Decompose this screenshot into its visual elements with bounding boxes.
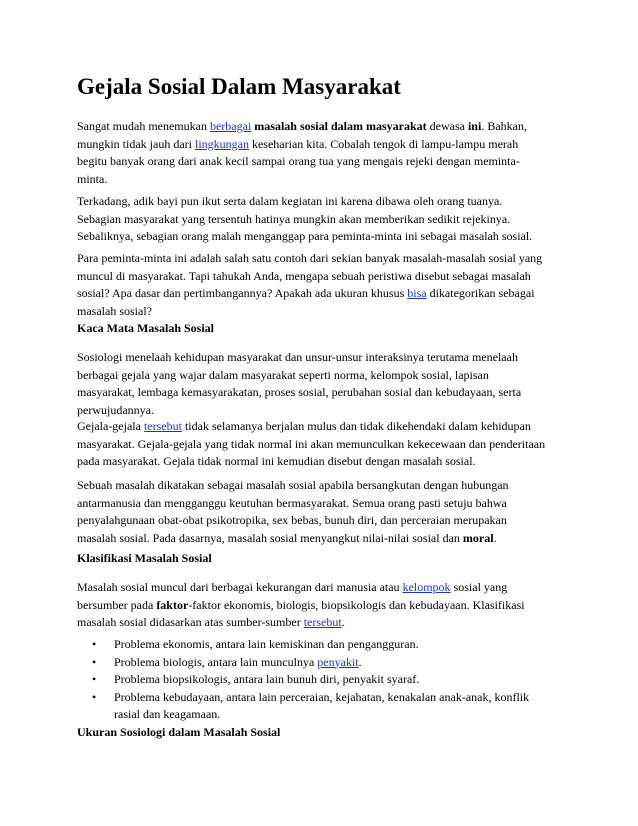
bullet-icon: • [92, 672, 97, 686]
text: berbagai gejala yang wajar dalam masyarakat seperti norma, kelompok sosial, lapisan [77, 367, 489, 382]
list-item [77, 636, 567, 654]
paragraph-5 [77, 418, 561, 471]
text: masyarakat, lembaga kemasyarakatan, proses sosial, perubahan sosial dan kebudayaan, serta [77, 385, 522, 399]
text: Para peminta-minta ini adalah salah satu contoh dari sekian banyak masalah-masalah sosial yang [77, 251, 543, 265]
text: . Bahkan, [481, 119, 527, 133]
bold-text: ini [467, 119, 482, 133]
text: masalah sosial? [77, 303, 152, 318]
text: begitu banyak orang dari anak kecil sampai orang tua yang mengais rejeki dengan meminta- [77, 154, 520, 168]
text: . [358, 654, 362, 669]
text: rasial dan keagamaan. [114, 707, 221, 721]
text: masyarakat. Gejala-gejala yang tidak normal ini akan memunculkan kekecewaan dan penderitaan [77, 436, 546, 451]
text: Gejala-gejala [77, 419, 141, 433]
text: Masalah sosial muncul dari berbagai kekurangan dari manusia atau [77, 580, 400, 594]
link-kelompok[interactable]: kelompok [402, 580, 451, 594]
text: tidak selamanya berjalan mulus dan tidak dikehendaki dalam kehidupan [184, 419, 531, 433]
text: penyalahgunaan obat-obat psikotropika, sex bebas, bunuh diri, dan perceraian merupakan [77, 513, 507, 527]
link-tersebut-2[interactable]: tersebut [303, 615, 342, 629]
text: . [493, 530, 497, 545]
paragraph-6 [77, 477, 561, 547]
text: mungkin tidak jauh dari [77, 136, 192, 151]
text: Problema ekonomis, antara lain kemiskinan dan pengangguran. [114, 637, 419, 651]
link-penyakit[interactable]: penyakit [317, 654, 359, 669]
bullet-icon: • [92, 689, 97, 704]
text: Sosiologi menelaah kehidupan masyarakat dan unsur-unsur interaksinya terutama menelaah [77, 350, 518, 364]
list-item [77, 689, 567, 724]
bold-text: moral [462, 530, 494, 545]
text: antarmanusia dan mengganggu keutuhan bermasyarakat. Semua orang pasti setuju bahwa [77, 495, 507, 510]
paragraph-2 [77, 193, 561, 246]
list-item [77, 671, 567, 689]
text: perwujudannya. [77, 402, 154, 417]
text: masalah sosial didasarkan atas sumber-sumber [77, 615, 301, 629]
link-lingkungan[interactable]: lingkungan [194, 136, 249, 151]
bold-text: faktor [156, 597, 189, 612]
paragraph-3 [77, 250, 561, 320]
section-heading-kaca-mata: Kaca Mata Masalah Sosial [77, 321, 214, 335]
text: -faktor ekonomis, biologis, biopsikologis dan kebudayaan. Klasifikasi [188, 597, 525, 612]
link-tersebut[interactable]: tersebut [143, 419, 182, 433]
text: sosial yang [453, 580, 508, 594]
text: Problema kebudayaan, antara lain perceraian, kejahatan, kenakalan anak-anak, konflik [114, 689, 530, 704]
text: minta. [77, 171, 108, 186]
section-heading-ukuran: Ukuran Sosiologi dalam Masalah Sosial [77, 725, 281, 739]
text: Sebuah masalah dikatakan sebagai masalah sosial apabila bersangkutan dengan hubungan [77, 478, 509, 492]
problem-list [77, 636, 567, 724]
text: Sangat mudah menemukan [77, 119, 207, 133]
text: Sebaliknya, sebagian orang malah menganggap para peminta-minta ini sebagai masalah sosial. [77, 229, 533, 243]
text: sosial? Apa dasar dan pertimbangannya? Apakah ada ukuran khusus [77, 286, 405, 300]
text: dewasa [429, 119, 465, 133]
link-berbagai[interactable]: berbagai [209, 119, 252, 133]
text: Problema biologis, antara lain munculnya [114, 654, 315, 669]
paragraph-4 [77, 349, 561, 419]
text: muncul di masyarakat. Tapi tahukah Anda, mengapa sebuah peristiwa disebut sebagai masalah [77, 268, 531, 283]
bold-text: masalah sosial dalam masyarakat [254, 119, 427, 133]
bullet-icon: • [92, 637, 97, 651]
section-heading-klasifikasi: Klasifikasi Masalah Sosial [77, 551, 212, 565]
text: dikategorikan sebagai [429, 286, 535, 300]
paragraph-7 [77, 579, 561, 632]
text: Terkadang, adik bayi pun ikut serta dalam kegiatan ini karena dibawa oleh orang tuanya. [77, 194, 503, 208]
page-title: Gejala Sosial Dalam Masyarakat [77, 74, 401, 99]
text: pada masyarakat. Gejala tidak normal ini kemudian disebut dengan masalah sosial. [77, 454, 476, 468]
text: bersumber pada [77, 597, 154, 612]
text: Problema biopsikologis, antara lain bunuh diri, penyakit syaraf. [114, 672, 420, 686]
text: . [341, 615, 345, 629]
text: masalah sosial. Pada dasarnya, masalah sosial menyangkut nilai-nilai sosial dan [77, 530, 460, 545]
link-bisa[interactable]: bisa [407, 286, 427, 300]
text: Sebagian masyarakat yang tersentuh hatinya mungkin akan memberikan sedikit rejekinya. [77, 211, 511, 226]
text: keseharian kita. Cobalah tengok di lampu-lampu merah [251, 136, 519, 151]
list-item [77, 654, 567, 672]
paragraph-intro [77, 118, 561, 188]
bullet-icon: • [92, 654, 97, 669]
